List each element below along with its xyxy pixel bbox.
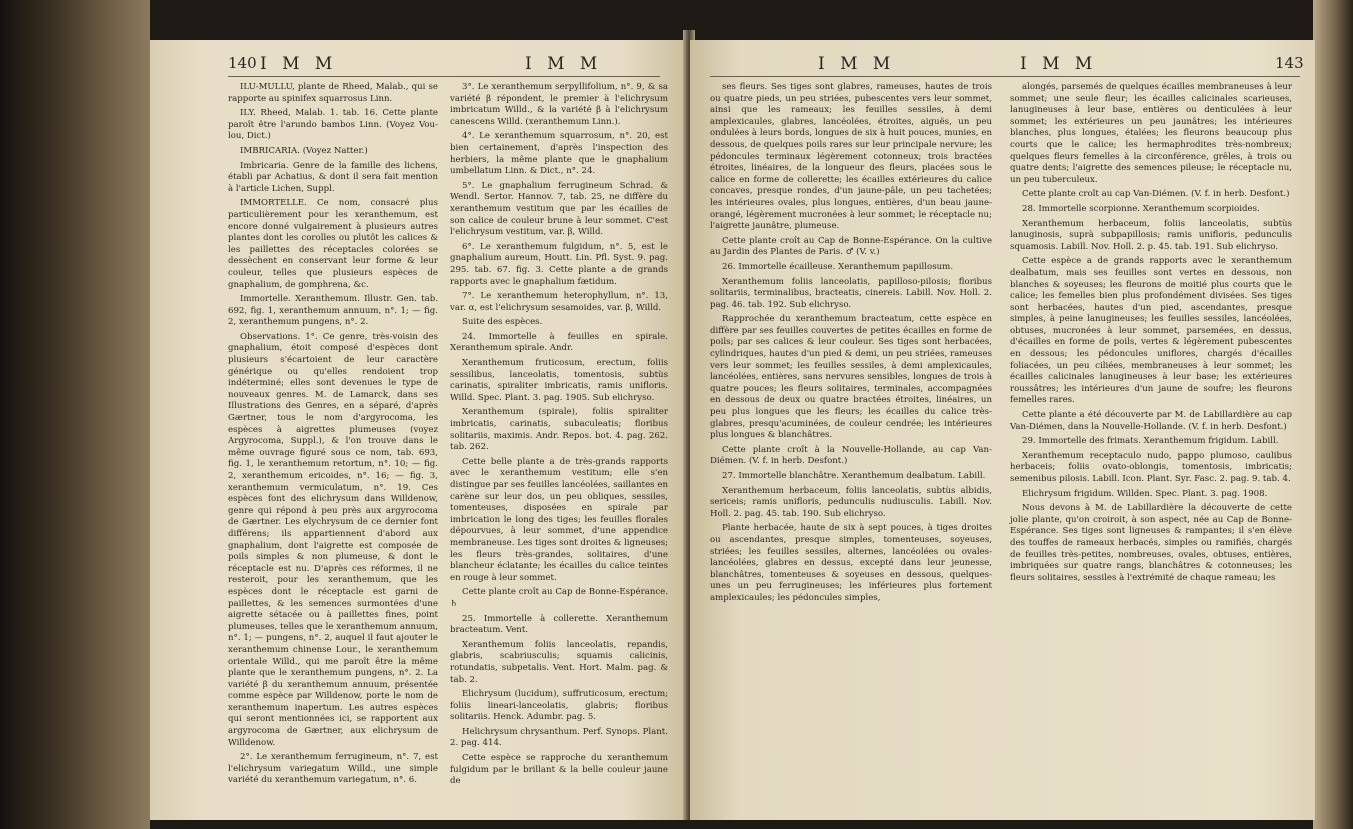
paragraph: 5°. Le gnaphalium ferrugineum Schrad. & Wendl. Sertor. Hannov. 7, tab. 25, ne diffère du xeranthemum vestitum que par les écailles de son calice de couleur brune à leur sommet. C'est l'elichrysum vestitum, var. β, Willd. (450, 180, 668, 238)
paragraph: Cette espèce a de grands rapports avec le xeranthemum dealbatum, mais ses feuilles sont vertes en dessous, non blanches & soyeuses; les fleurons de moitié plus courts que le calice; les femelles bien plus profondément divisées. Ses tiges sont herbacées, hautes d'un pied, ascendantes, presque simples, à peine lanugineuses; les feuilles sessiles, lancéolées, obtuses, mucronées à leur sommet, parsemées, en dessus, d'écailles en forme de poils, vertes & légèrement pubescentes en dessous; les pédoncules uniflores, chargés d'écailles foliacées, un peu ciliées, membraneuses à leur sommet; les écailles calicinales lanugineuses à leur base; les extérieures roussâtres; les intérieures d'un jaune de soufre; les fleurons femelles rares. (1010, 256, 1292, 406)
paragraph: Immortelle. Xeranthemum. Illustr. Gen. tab. 692, fig. 1, xeranthemum annuum, n°. 1; — fig. 2, xeranthemum pungens, n°. 2. (228, 294, 438, 328)
running-header: I M M (525, 54, 603, 74)
paragraph: 25. Immortelle à collerette. Xeranthemum bracteatum. Vent. (450, 613, 668, 636)
paragraph: Cette espèce se rapproche du xeranthemum fulgidum par le brillant & la belle couleur jaune de (450, 753, 668, 787)
paragraph: Cette plante croît au Cap de Bonne-Espérance. ♄ (450, 587, 668, 609)
paragraph: Observations. 1°. Ce genre, très-voisin des gnaphalium, étoit composé d'espèces dont plusieurs s'écartoient de leur caractère générique ou qu'elles rendoient trop indéterminé; elles sont devenues le type de nouveaux genres. M. de Lamarck, dans ses Illustrations des Genres, en a séparé, d'après Gærtner, tous le nom d'argyrocoma, les espèces à aigrettes plumeuses (voyez Argyrocoma, Suppl.), & l'on trouve dans le même ouvrage figuré sous ce nom, tab. 693, fig. 1, le xeranthemum retortum, n°. 10; — fig. 2, xeranthemum ericoides, n°. 16; — fig. 3, xeranthemum vermiculatum, n°. 19. Ces espèces font des elichrysum dans Willdenow, genre qui répond à peu près aux argyrocoma de Gærtner. Les elychrysum de ce dernier font différens; ils appartiennent d'abord aux gnaphalium, dont l'aigrette est composée de poils simples & non plumeuse, & dont le réceptacle est nu. D'après ces réformes, il ne resteroit, pour les xeranthemum, que les espèces dont le réceptacle est garni de paillettes, & les semences surmontées d'une aigrette sétacée ou à paillettes fines, point plumeuses, telles que le xeranthemum annuum, n°. 1; — pungens, n°. 2, auquel il faut ajouter le xeranthemum chinense Lour., le xeranthemum orientale Willd., qui me paroît être la même plante que le xeranthemum pungens, n°. 2. La variété β du xeranthemum annuum, présentée comme espèce par Willdenow, porte le nom de xeranthemum inapertum. Les autres espèces qui seront mentionnées ici, se rapportent aux argyrocoma de Gærtner, aux elichrysum de Willdenow. (228, 331, 438, 748)
paragraph: 4°. Le xeranthemum squarrosum, n°. 20, est bien certainement, d'après l'inspection des herbiers, la même plante que le gnaphalium umbellatum Linn. & Dict., n°. 24. (450, 131, 668, 177)
paragraph: Cette plante croît au cap Van-Diémen. (V. f. in herb. Desfont.) (1022, 189, 1290, 200)
paragraph: 6°. Le xeranthemum fulgidum, n°. 5, est le gnaphalium aureum, Houtt. Lin. Pfl. Syst. 9. pag. 295. tab. 67. fig. 3. Cette plante a de grands rapports avec le gnaphalium fætidum. (450, 241, 668, 287)
paragraph: Helichrysum chrysanthum. Perf. Synops. Plant. 2. pag. 414. (450, 726, 668, 749)
paragraph: ses fleurs. Ses tiges sont glabres, rameuses, hautes de trois ou quatre pieds, un peu striées, pubescentes vers leur sommet, ainsi que les rameaux; les feuilles sessiles, à demi amplexicaules, glabres, lancéolées, étroites, aiguës, un peu ondulées à leurs bords, longues de six à huit pouces, munies, en dessous, de quelques poils rares sur leur principale nervure; les pédoncules terminaux légèrement cotonneux; trois bractées étroites, linéaires, de la longueur des fleurs, placées sous le calice en forme de collerette; les écailles extérieures du calice concaves, presque rondes, d'un jaune-pâle, un peu tachetées; les intérieures ovales, plus longues, entières, d'un beau jaune-orangé, légèrement mucronées à leur sommet; le réceptacle nu; l'aigrette jaunâtre, plumeuse. (710, 82, 992, 232)
paragraph: Xeranthemum receptaculo nudo, pappo plumoso, caulibus herbaceis; foliis ovato-oblongis, tomentosis, imbricatis; semenibus pilosis. Labill. Icon. Plant. Syr. Fasc. 2. pag. 9. tab. 4. (1010, 450, 1292, 484)
paragraph: Elichrysum (lucidum), suffruticosum, erectum; foliis lineari-lanceolatis, glabris; floribus solitariis. Henck. Adumbr. pag. 5. (450, 689, 668, 723)
paragraph: Imbricaria. Genre de la famille des lichens, établi par Achatius, & dont il sera fait mention à l'article Lichen, Suppl. (228, 160, 438, 194)
text-column-2 (450, 82, 668, 791)
paragraph: Xeranthemum herbaceum, foliis lanceolatis, subtùs albidis, sericeis; ramis unifloris, pedunculis nudiusculis. Labill. Nov. Holl. 2. pag. 45. tab. 190. Sub elichryso. (710, 485, 992, 519)
paragraph: Xeranthemum foliis lanceolatis, repandis, glabris, scabriusculis; squamis calicinis, rotundatis, subpetalis. Vent. Hort. Malm. pag. & tab. 2. (450, 639, 668, 685)
paragraph: 28. Immortelle scorpionne. Xeranthemum scorpioides. (1022, 203, 1260, 214)
text-column-1 (710, 82, 992, 608)
paragraph: Nous devons à M. de Labillardière la découverte de cette jolie plante, qu'on croiroit, à son aspect, née au Cap de Bonne-Espérance. Ses tiges sont ligneuses & rampantes; il s'en élève des touffes de rameaux herbacés, simples ou ramifiés, chargés de feuilles très-petites, nombreuses, ovales, obtuses, entières, imbriquées sur quatre rangs, blanchâtres & cotonneuses; les fleurs solitaires, sessiles à l'extrémité de chaque rameau; les (1010, 503, 1292, 583)
paragraph: 29. Immortelle des frimats. Xeranthemum frigidum. Labill. (1022, 436, 1279, 447)
paragraph: Elichrysum frigidum. Willden. Spec. Plant. 3. pag. 1908. (1022, 488, 1268, 499)
paragraph: 7°. Le xeranthemum heterophyllum, n°. 13, var. α, est l'elichrysum sesamoides, var. β, Willd. (450, 291, 668, 313)
text-column-2 (1010, 82, 1292, 587)
paragraph: ILY. Rheed, Malab. 1. tab. 16. Cette plante paroît être l'arundo bambos Linn. (Voyez Vou-lou, Dict.) (228, 108, 438, 142)
paragraph: 26. Immortelle écailleuse. Xeranthemum papillosum. (722, 261, 954, 272)
left-page (150, 40, 685, 820)
paragraph: Cette plante a été découverte par M. de Labillardière au cap Van-Diémen, dans la Nouvelle-Hollande. (V. f. in herb. Desfont.) (1010, 410, 1292, 432)
left-book-edge (0, 0, 150, 829)
paragraph: Cette plante croît au Cap de Bonne-Espérance. On la cultive au Jardin des Plantes de Paris. ♂ (V. v.) (710, 235, 992, 258)
paragraph: Cette plante croît à la Nouvelle-Hollande, au cap Van-Diémen. (V. f. in herb. Desfont.) (710, 444, 992, 467)
running-header: I M M (818, 54, 896, 74)
running-header: I M M (260, 54, 338, 74)
paragraph: 24. Immortelle à feuilles en spirale. Xeranthemum spirale. Andr. (450, 331, 668, 354)
header-rule (710, 76, 1300, 77)
paragraph: ILU-MULLU, plante de Rheed, Malab., qui se rapporte au spinifex squarrosus Linn. (228, 82, 438, 104)
header-rule (228, 76, 660, 77)
paragraph: Suite des espèces. (462, 317, 543, 328)
page-number: 140 (228, 54, 257, 72)
paragraph: Cette belle plante a de très-grands rapports avec le xeranthemum vestitum; elle s'en distingue par ses feuilles lancéolées, saillantes en carène sur leur dos, un peu obliques, sessiles, tomenteuses, disposées en spirale par imbrication le long des tiges; les feuilles florales dépourvues, à leur sommet, d'une appendice membraneuse. Les tiges sont droites & ligneuses; les fleurs très-grandes, solitaires, d'une blancheur éclatante; les écailles du calice teintes en rouge à leur sommet. (450, 456, 668, 583)
page-number: 143 (1275, 54, 1304, 72)
running-header: I M M (1020, 54, 1098, 74)
paragraph: IMBRICARIA. (Voyez Natter.) (240, 145, 368, 156)
paragraph: Xeranthemum foliis lanceolatis, papilloso-pilosis; floribus solitariis, terminalibus, bracteatis, cinereis. Labill. Nov. Holl. 2. pag. 46. tab. 192. Sub elichryso. (710, 276, 992, 310)
right-page (690, 40, 1315, 820)
right-book-edge (1313, 0, 1353, 829)
paragraph: 27. Immortelle blanchâtre. Xeranthemum dealbatum. Labill. (722, 471, 986, 481)
paragraph: Xeranthemum fruticosum, erectum, foliis sessilibus, lanceolatis, tomentosis, subtùs carinatis, spiraliter imbricatis, ramis unifloris. Willd. Spec. Plant. 3. pag. 1905. Sub elichryso. (450, 358, 668, 403)
text-column-1 (228, 82, 438, 790)
paragraph: 2°. Le xeranthemum ferrugineum, n°. 7, est l'elichrysum variegatum Willd., une simple variété du xeranthemum variegatum, n°. 6. (228, 752, 438, 786)
paragraph: 3°. Le xeranthemum serpyllifolium, n°. 9, & sa variété β répondent, le premier à l'elichrysum imbricatum Willd., & la variété β à l'elichrysum canescens Willd. (xeranthemum Linn.). (450, 82, 668, 127)
paragraph: Rapprochée du xeranthemum bracteatum, cette espèce en diffère par ses feuilles couvertes de petites écailles en forme de poils; par ses calices & leur couleur. Ses tiges sont herbacées, cylindriques, hautes d'un pied & demi, un peu striées, rameuses vers leur sommet; les feuilles sessiles, à demi amplexicaules, lancéolées, entières, sans nervures sensibles, longues de trois à quatre pouces; les fleurs solitaires, terminales, accompagnées en dessous de deux ou quatre bractées étroites, linéaires, un peu plus longues que les fleurs; les écailles du calice très-glabres, presqu'acuminées, de couleur cendrée; les intérieures plus longues & blanchâtres. (710, 314, 992, 441)
paragraph: IMMORTELLE. Ce nom, consacré plus particulièrement pour les xeranthemum, est encore donné vulgairement à plusieurs autres plantes dont les corolles ou plutôt les calices & les paillettes des réceptacles colorées se dessèchent en conservant leur forme & leur couleur, telles que plusieurs espèces de gnaphalium, de gomphrena, &c. (228, 198, 438, 290)
paragraph: Plante herbacée, haute de six à sept pouces, à tiges droites ou ascendantes, presque simples, tomenteuses, soyeuses, striées; les feuilles sessiles, alternes, lancéolées ou ovales-lancéolées, glabres en dessus, excepté dans leur jeunesse, blanchâtres, tomenteuses & soyeuses en dessous, quelques-unes un peu ferrugineuses; les inférieures plus fortement amplexicaules; les pédoncules simples, (710, 523, 992, 603)
paragraph: Xeranthemum herbaceum, foliis lanceolatis, subtùs lanuginosis, suprà subpapillosis; ramis unifloris, pedunculis squamosis. Labill. Nov. Holl. 2. p. 45. tab. 191. Sub elichryso. (1010, 218, 1292, 252)
paragraph: alongés, parsemés de quelques écailles membraneuses à leur sommet; une seule fleur; les écailles calicinales scarieuses, lanugineuses à leur base, entières ou denticulées à leur sommet; les extérieures un peu jaunâtres; les intérieures blanches, plus longues, étalées; les fleurons beaucoup plus courts que le calice; les hermaphrodites très-nombreux; quelques fleurs femelles à la circonférence, grêles, à trois ou quatre dents; l'aigrette des semences pileuse; le réceptacle nu, un peu tuberculeux. (1010, 82, 1292, 185)
paragraph: Xeranthemum (spirale), foliis spiraliter imbricatis, carinatis, subaculeatis; floribus solitariis, maximis. Andr. Repos. bot. 4. pag. 262. tab. 262. (450, 407, 668, 453)
